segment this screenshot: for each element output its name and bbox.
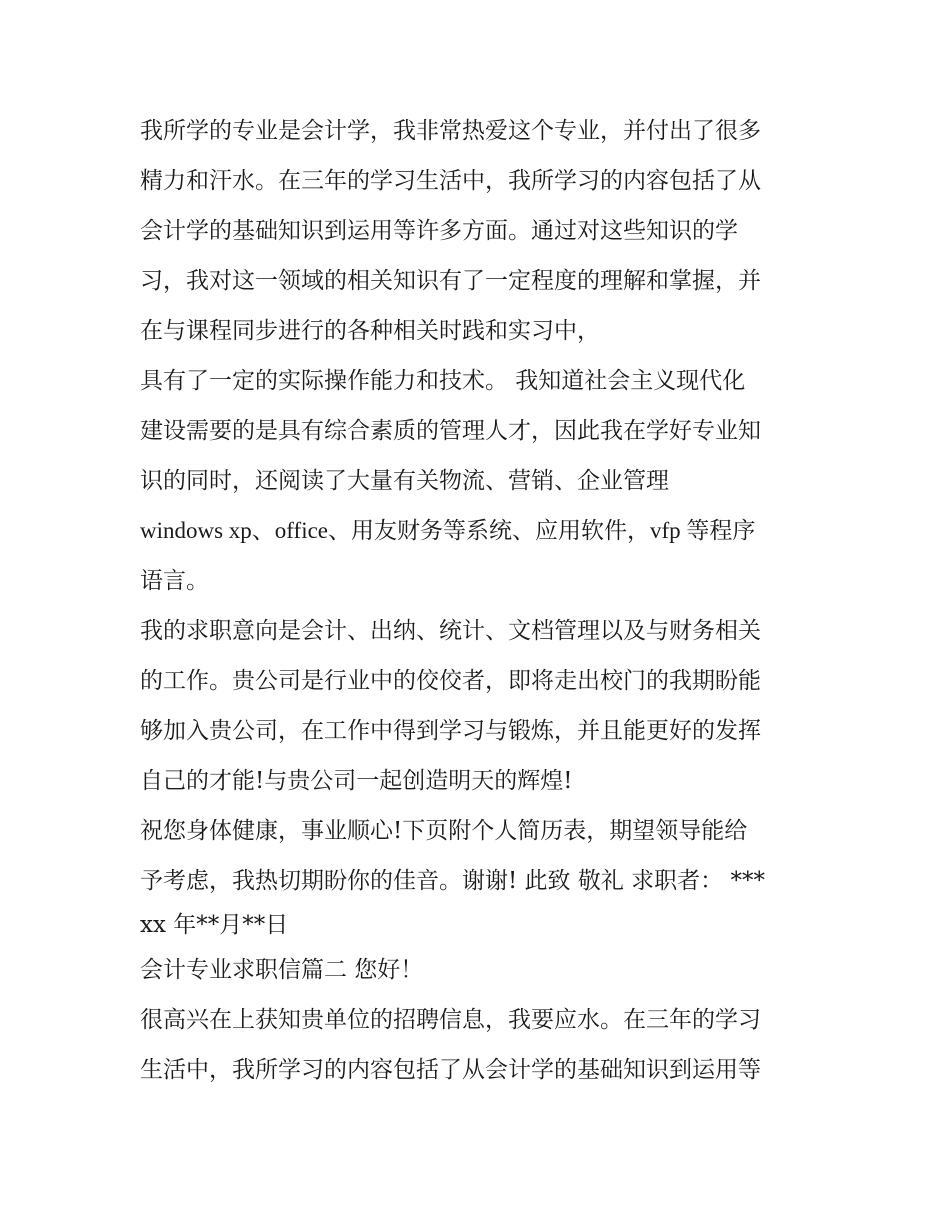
document-body [140, 106, 830, 1095]
text-line: 予考虑，我热切期盼你的佳音。谢谢! 此致 敬礼 求职者： *** [140, 868, 765, 894]
text-line: 的工作。贵公司是行业中的佼佼者，即将走出校门的我期盼能 [140, 668, 761, 694]
text-line: 很高兴在上获知贵单位的招聘信息，我要应水。在三年的学习 [140, 1007, 761, 1033]
text-line: 语言。 [140, 568, 209, 594]
text-line: 祝您身体健康，事业顺心!下页附个人简历表，期望领导能给 [140, 818, 748, 844]
text-line: 我所学的专业是会计学，我非常热爱这个专业，并付出了很多 [140, 118, 761, 144]
text-line: 习，我对这一领域的相关知识有了一定程度的理解和掌握，并 [140, 268, 761, 294]
text-line: 够加入贵公司，在工作中得到学习与锻炼，并且能更好的发挥 [140, 718, 761, 744]
text-line: 识的同时，还阅读了大量有关物流、营销、企业管理 [140, 468, 669, 494]
date-line: xx 年**月**日 [140, 912, 289, 938]
section-heading: 会计专业求职信篇二 您好！ [140, 957, 424, 983]
text-line: 会计学的基础知识到运用等许多方面。通过对这些知识的学 [140, 218, 738, 244]
text-line: 建设需要的是具有综合素质的管理人才，因此我在学好专业知 [140, 418, 761, 444]
text-line: 自己的才能!与贵公司一起创造明天的辉煌! [140, 768, 573, 794]
text-line: windows xp、office、用友财务等系统、应用软件，vfp 等程序 [140, 518, 756, 543]
text-line: 生活中，我所学习的内容包括了从会计学的基础知识到运用等 [140, 1057, 761, 1083]
text-line: 在与课程同步进行的各种相关时践和实习中， [140, 318, 600, 344]
text-line: 我的求职意向是会计、出纳、统计、文档管理以及与财务相关 [140, 618, 761, 644]
text-line: 具有了一定的实际操作能力和技术。 我知道社会主义现代化 [140, 368, 746, 394]
text-line: 精力和汗水。在三年的学习生活中，我所学习的内容包括了从 [140, 168, 761, 194]
